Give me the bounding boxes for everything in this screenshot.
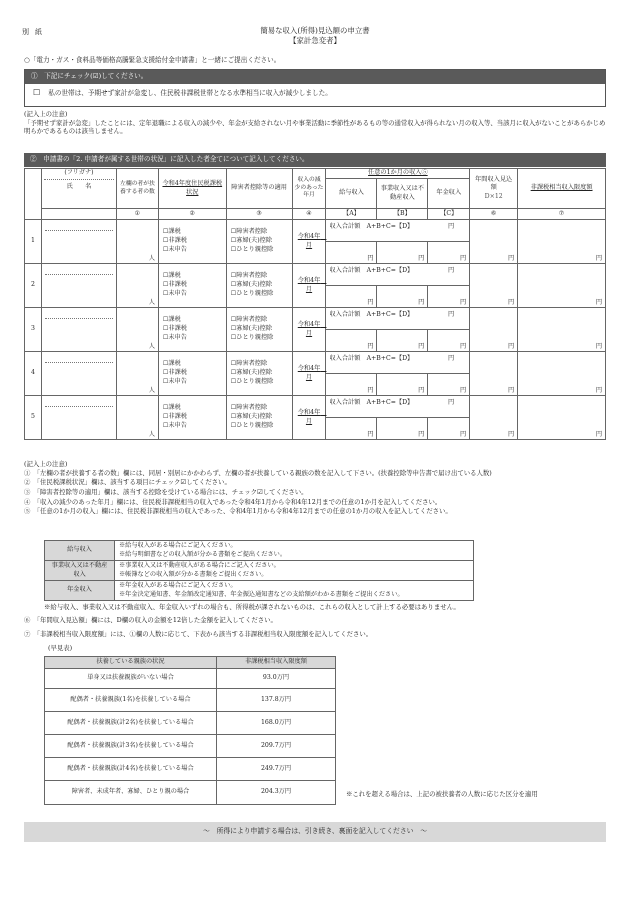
- note-item-4: ④ 「収入の減少のあった年月」欄には、住民税非課税相当の収入であった令和4年1月から令和4年12月までの任意の1か月を記入してください。: [24, 497, 442, 506]
- note-item-2: ② 「住民税課税状況」欄は、該当する項目にチェック☑してください。: [24, 478, 231, 487]
- table-row: [25, 352, 606, 374]
- total-formula-cell[interactable]: 収入合計額 A+B+C=【D】 円: [326, 352, 470, 374]
- limit-special-status: 障害者、未成年者、寡婦、ひとり親の場合: [45, 781, 217, 805]
- total-formula-cell[interactable]: 収入合計額 A+B+C=【D】 円: [326, 396, 470, 418]
- decrease-month-cell[interactable]: 令和4年 月: [292, 352, 326, 396]
- header-label: 別紙: [22, 28, 48, 36]
- name-cell[interactable]: [41, 308, 116, 352]
- business-cell[interactable]: 円: [377, 242, 428, 264]
- hayami-label: (早見表): [48, 644, 73, 652]
- row-number: 2: [25, 264, 42, 308]
- limit-amount: 137.8万円: [217, 689, 336, 712]
- limit-lookup-table: [44, 656, 336, 805]
- limit-amount: 93.0万円: [217, 669, 336, 689]
- notes1-body: 「予期せず家計が急変」したことには、定年退職による収入の減少や、年金が支給されない月や事業活動に季節性があるもの等の通常収入が得られない月の収入等、当該月に収入がないことがあらかじめ明らかであるものは該当しません。: [24, 118, 606, 136]
- income-type-table: 給与収入 ※給与収入がある場合にご記入ください。 ※給与明細書などの収入額が分かる書類をご提出ください。 事業収入又は不動産収入 ※事業収入又は不動産収入がある場合にご記入ください。 ※帳簿などの収入額が分かる書類をご提出ください。 年金収入 ※年金収入がある場合にご記入ください。 ※年金決定通知書、年金額改定通知書、年金振込通知書などの支給額がわかる書類をご提出ください。: [44, 540, 474, 601]
- row-number: 5: [25, 396, 42, 440]
- limit-row: [45, 735, 336, 758]
- note-item-5: ⑤ 「任意の1か月の収入」欄には、住民税非課税相当の収入であった、令和4年1月から令和4年12月までの任意の1か月の収入を記入してください。: [24, 507, 452, 516]
- decrease-month-cell[interactable]: 令和4年 月: [292, 264, 326, 308]
- limit-head-amount: 非課税相当収入限度額: [217, 657, 336, 669]
- pension-cell[interactable]: 円: [428, 286, 470, 308]
- annual-cell[interactable]: 円: [470, 308, 518, 352]
- dependents-cell[interactable]: 人: [116, 352, 158, 396]
- limit-status: 配偶者・扶養親族(計2名)を扶養している場合: [45, 712, 217, 735]
- section1-box: [24, 69, 606, 107]
- header-deduction: 障害者控除等の適用: [226, 169, 292, 209]
- table-row: [25, 264, 606, 286]
- total-formula-cell[interactable]: 収入合計額 A+B+C=【D】 円: [326, 264, 470, 286]
- header-decrease-month: 収入の減少のあった年月: [292, 169, 326, 209]
- name-cell[interactable]: [41, 220, 116, 264]
- row-number: 4: [25, 352, 42, 396]
- salary-cell[interactable]: 円: [326, 242, 377, 264]
- header-salary: 給与収入: [326, 179, 377, 209]
- annual-cell[interactable]: 円: [470, 352, 518, 396]
- section1-bar: ① 下記にチェック(☑)してください。: [25, 70, 605, 84]
- deduction-cell[interactable]: ☐障害者控除 ☐寡婦(夫)控除 ☐ひとり親控除: [226, 396, 292, 440]
- document-subtitle: 【家計急変者】: [289, 36, 341, 45]
- dependents-cell[interactable]: 人: [116, 264, 158, 308]
- limit-row: [45, 758, 336, 781]
- limit-row: [45, 689, 336, 712]
- note-item-1: ① 「左欄の者が扶養する者の数」欄には、同居・別居にかかわらず、左欄の者が扶養している親族の数を記入して下さい。(扶養控除等申告書で届け出ている人数): [24, 468, 492, 477]
- dependents-cell[interactable]: 人: [116, 308, 158, 352]
- header-name: (フリガナ) 氏 名: [41, 169, 116, 209]
- limit-status: 配偶者・扶養親族(計3名)を扶養している場合: [45, 735, 217, 758]
- statement-text: 私の世帯は、予期せず家計が急変し、住民税非課税世帯となる水準相当に収入が減少しました。: [48, 89, 332, 97]
- limit-amount: 168.0万円: [217, 712, 336, 735]
- footer-banner: ～ 所得により申請する場合は、引き続き、裏面を記入してください ～: [24, 822, 606, 842]
- limit-row: [45, 712, 336, 735]
- tax-status-cell[interactable]: ☐課税 ☐非課税 ☐未申告: [158, 220, 226, 264]
- intro-text: ○「電力・ガス・食料品等価格高騰緊急支援給付金申請書」と一緒にご提出ください。: [24, 56, 281, 64]
- business-cell[interactable]: 円: [377, 374, 428, 396]
- tax-status-cell[interactable]: ☐課税 ☐非課税 ☐未申告: [158, 264, 226, 308]
- row-number: 3: [25, 308, 42, 352]
- row-number: 1: [25, 220, 42, 264]
- decrease-month-cell[interactable]: 令和4年 月: [292, 396, 326, 440]
- name-cell[interactable]: [41, 396, 116, 440]
- decrease-month-cell[interactable]: 令和4年 月: [292, 308, 326, 352]
- annual-cell[interactable]: 円: [470, 264, 518, 308]
- salary-cell[interactable]: 円: [326, 374, 377, 396]
- limit-status: 配偶者・扶養親族(計4名)を扶養している場合: [45, 758, 217, 781]
- limit-cell[interactable]: 円: [518, 396, 606, 440]
- household-income-table: (フリガナ) 氏 名 左欄の者が扶養する者の数 令和4年度住民税課税状況 障害者控除等の適用 収入の減少のあった年月 任意の1か月の収入⑤ 年間収入見込額 D×12 非課税相当収入限度額 給与収入 事業収入又は不動産収入 年金収入 ① ② ③ ④ 【A】 【B】 【C】 ⑥ ⑦ 1 人 ☐課税 ☐非課税 ☐未申告 ☐障害者控除 ☐寡婦(夫)控除 ☐ひとり親控除 令和4年 月 収入合計額 A+B+C=【D】 円 円 円 円 円 円 2 人 ☐課税 ☐非課税 ☐未申告 ☐障害者控除 ☐寡婦(夫)控除 ☐ひとり親控除 令和4年 月 収入合計額 A+B+C=【D】 円 円 円 円 円 円 3 人 ☐課税 ☐非課税 ☐未申告 ☐障害者控除 ☐寡婦(夫)控除 ☐ひとり親控除 令和4年 月 収入合計額 A+B+C=【D】 円 円 円 円 円 円 4 人 ☐課税 ☐非課税 ☐未申告 ☐障害者控除 ☐寡婦(夫)控除 ☐ひとり親控除 令和4年 月 収入合計額 A+B+C=【D】 円 円 円 円 円 円 5 人 ☐課税 ☐非課税 ☐未申告 ☐障害者控除 ☐寡婦(夫)控除 ☐ひとり親控除 令和4年 月 収入合計額 A+B+C=【D】 円 円 円 円 円 円: [24, 168, 606, 440]
- pension-cell[interactable]: 円: [428, 374, 470, 396]
- deduction-cell[interactable]: ☐障害者控除 ☐寡婦(夫)控除 ☐ひとり親控除: [226, 264, 292, 308]
- section2-bar: ② 申請書の「2. 申請者が属する世帯の状況」に記入した者全てについて記入してください。: [24, 153, 606, 167]
- income-type-label: 事業収入又は不動産収入: [45, 561, 115, 581]
- table-row: [25, 220, 606, 242]
- salary-cell[interactable]: 円: [326, 330, 377, 352]
- deduction-cell[interactable]: ☐障害者控除 ☐寡婦(夫)控除 ☐ひとり親控除: [226, 352, 292, 396]
- limit-status: 単身又は扶養親族がいない場合: [45, 669, 217, 689]
- limit-cell[interactable]: 円: [518, 264, 606, 308]
- limit-cell[interactable]: 円: [518, 308, 606, 352]
- limit-amount: 249.7万円: [217, 758, 336, 781]
- notes2: [24, 460, 606, 517]
- header-any-month: 任意の1か月の収入⑤: [326, 169, 470, 179]
- total-formula-cell[interactable]: 収入合計額 A+B+C=【D】 円: [326, 308, 470, 330]
- pension-cell[interactable]: 円: [428, 418, 470, 440]
- header-annual: 年間収入見込額 D×12: [470, 169, 518, 209]
- pension-cell[interactable]: 円: [428, 242, 470, 264]
- dependents-cell[interactable]: 人: [116, 396, 158, 440]
- document-title: 簡易な収入(所得)見込額の申立書: [260, 26, 370, 35]
- annual-cell[interactable]: 円: [470, 220, 518, 264]
- pension-cell[interactable]: 円: [428, 330, 470, 352]
- header-tax-status: 令和4年度住民税課税状況: [158, 169, 226, 209]
- limit-note: ※これを超える場合は、上記の被扶養者の人数に応じた区分を適用: [346, 790, 538, 798]
- statement-checkbox[interactable]: ☐: [33, 88, 41, 97]
- notes1-heading: (記入上の注意): [24, 110, 68, 118]
- section1-statement-row: [25, 84, 605, 106]
- table-row: [25, 396, 606, 418]
- note-item-7: ⑦ 「非課税相当収入限度額」には、①欄の人数に応じて、下表から該当する非課税相当収入限度額を記入してください。: [24, 630, 373, 638]
- limit-status: 配偶者・扶養親族(1名)を扶養している場合: [45, 689, 217, 712]
- tax-status-cell[interactable]: ☐課税 ☐非課税 ☐未申告: [158, 352, 226, 396]
- deduction-cell[interactable]: ☐障害者控除 ☐寡婦(夫)控除 ☐ひとり親控除: [226, 308, 292, 352]
- note-item-3: ③ 「障害者控除等の適用」欄は、該当する控除を受けている場合には、チェック☑してください。: [24, 487, 308, 496]
- table-row: [25, 308, 606, 330]
- total-formula-cell[interactable]: 収入合計額 A+B+C=【D】 円: [326, 220, 470, 242]
- tax-status-cell[interactable]: ☐課税 ☐非課税 ☐未申告: [158, 308, 226, 352]
- header-pension: 年金収入: [428, 179, 470, 209]
- limit-special-amount: 204.3万円: [217, 781, 336, 805]
- note-item-6: ⑥ 「年間収入見込額」欄には、D欄の収入の金額を12倍した金額を記入してください。: [24, 616, 277, 624]
- limit-amount: 209.7万円: [217, 735, 336, 758]
- name-cell[interactable]: [41, 352, 116, 396]
- business-cell[interactable]: 円: [377, 286, 428, 308]
- salary-cell[interactable]: 円: [326, 286, 377, 308]
- notes2-heading: (記入上の注意): [24, 460, 68, 468]
- header-dependents: 左欄の者が扶養する者の数: [116, 169, 158, 209]
- non-taxable-note: ※給与収入、事業収入又は不動産収入、年金収入いずれの場合も、所得税が課されないものは、これらの収入として計上する必要はありません。: [44, 603, 460, 611]
- salary-cell[interactable]: 円: [326, 418, 377, 440]
- dependents-cell[interactable]: 人: [116, 220, 158, 264]
- limit-head-status: 扶養している親族の状況: [45, 657, 217, 669]
- limit-row: [45, 669, 336, 689]
- income-type-label: 給与収入: [45, 541, 115, 561]
- name-cell[interactable]: [41, 264, 116, 308]
- limit-cell[interactable]: 円: [518, 352, 606, 396]
- header-limit: 非課税相当収入限度額: [518, 169, 606, 209]
- business-cell[interactable]: 円: [377, 418, 428, 440]
- annual-cell[interactable]: 円: [470, 396, 518, 440]
- notes1: [24, 110, 606, 136]
- header-business: 事業収入又は不動産収入: [377, 179, 428, 209]
- decrease-month-cell[interactable]: 令和4年 月: [292, 220, 326, 264]
- tax-status-cell[interactable]: ☐課税 ☐非課税 ☐未申告: [158, 396, 226, 440]
- limit-cell[interactable]: 円: [518, 220, 606, 264]
- business-cell[interactable]: 円: [377, 330, 428, 352]
- income-type-label: 年金収入: [45, 581, 115, 601]
- deduction-cell[interactable]: ☐障害者控除 ☐寡婦(夫)控除 ☐ひとり親控除: [226, 220, 292, 264]
